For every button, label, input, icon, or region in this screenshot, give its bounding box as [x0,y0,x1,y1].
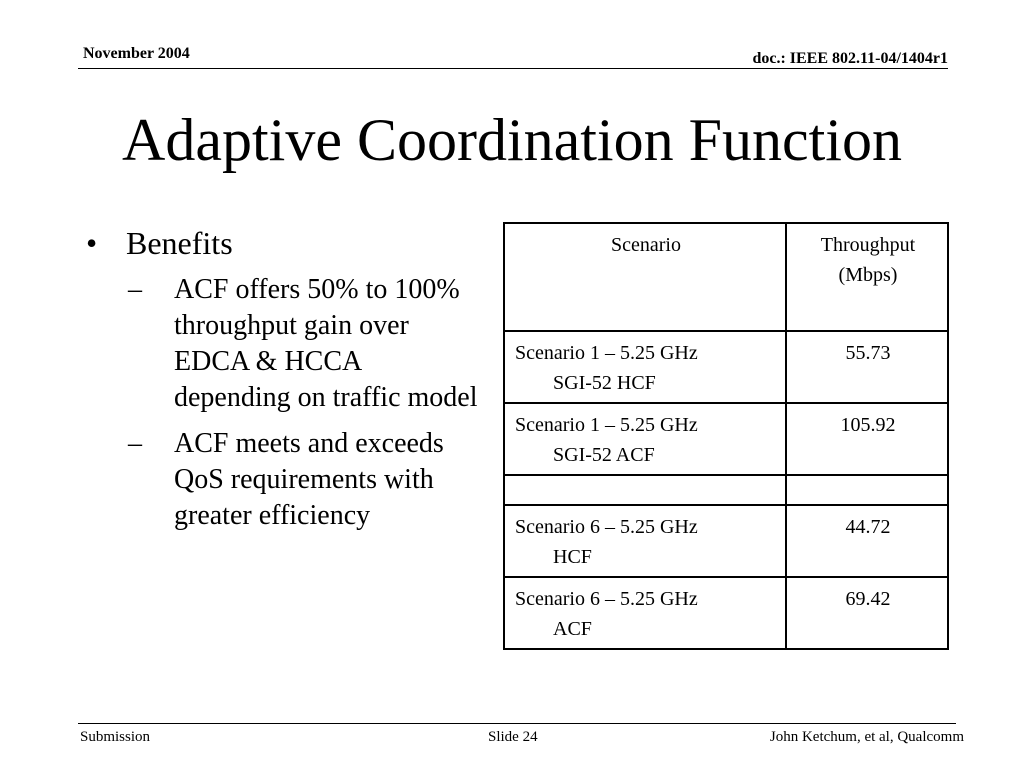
header-throughput-line2: (Mbps) [838,264,898,286]
scenario-line1: Scenario 1 – 5.25 GHz [515,414,698,436]
scenario-cell [504,577,786,649]
throughput-cell: 69.42 [786,577,948,649]
scenario-line1: Scenario 1 – 5.25 GHz [515,342,698,364]
scenario-cell [504,331,786,403]
scenario-line1: Scenario 6 – 5.25 GHz [515,588,698,610]
empty-cell [786,475,948,505]
footer-submission: Submission [80,729,151,745]
throughput-cell: 105.92 [786,403,948,475]
scenario-cell [504,505,786,577]
scenario-line2: SGI-52 HCF [553,372,656,394]
sub-bullet-item [126,272,486,416]
throughput-cell: 44.72 [786,505,948,577]
scenario-line2: HCF [553,546,592,568]
header-divider [78,68,948,69]
header-doc-id: doc.: IEEE 802.11-04/1404r1 [752,50,948,67]
table-row-empty [504,475,948,505]
bullet-list [86,224,486,534]
footer-author: John Ketchum, et al, Qualcomm [769,729,964,745]
scenario-line1: Scenario 6 – 5.25 GHz [515,516,698,538]
sub-bullet-text: ACF offers 50% to 100% throughput gain over EDCA & HCCA depending on traffic model [174,274,478,413]
bullet-icon: • [86,225,98,261]
sub-bullet-text: ACF meets and exceeds QoS requirements with greater efficiency [174,428,444,531]
table-header-row [504,223,948,331]
footer-slide-number: Slide 24 [488,729,538,745]
header-scenario: Scenario [504,223,786,331]
header-date: November 2004 [83,45,190,62]
table-row [504,505,948,577]
header-throughput [786,223,948,331]
table-row [504,331,948,403]
scenario-cell [504,403,786,475]
scenario-line2: ACF [553,618,592,640]
header-throughput-line1: Throughput [820,234,916,256]
throughput-table [503,222,949,650]
footer-divider [78,723,956,724]
table-row [504,577,948,649]
bullet-item-benefits [86,224,486,262]
scenario-line2: SGI-52 ACF [553,444,655,466]
slide-title: Adaptive Coordination Function [122,107,902,173]
throughput-cell: 55.73 [786,331,948,403]
table-row [504,403,948,475]
bullet-text: Benefits [126,225,233,261]
dash-icon: – [128,428,142,459]
dash-icon: – [128,274,142,305]
empty-cell [504,475,786,505]
sub-bullet-item [126,426,486,534]
